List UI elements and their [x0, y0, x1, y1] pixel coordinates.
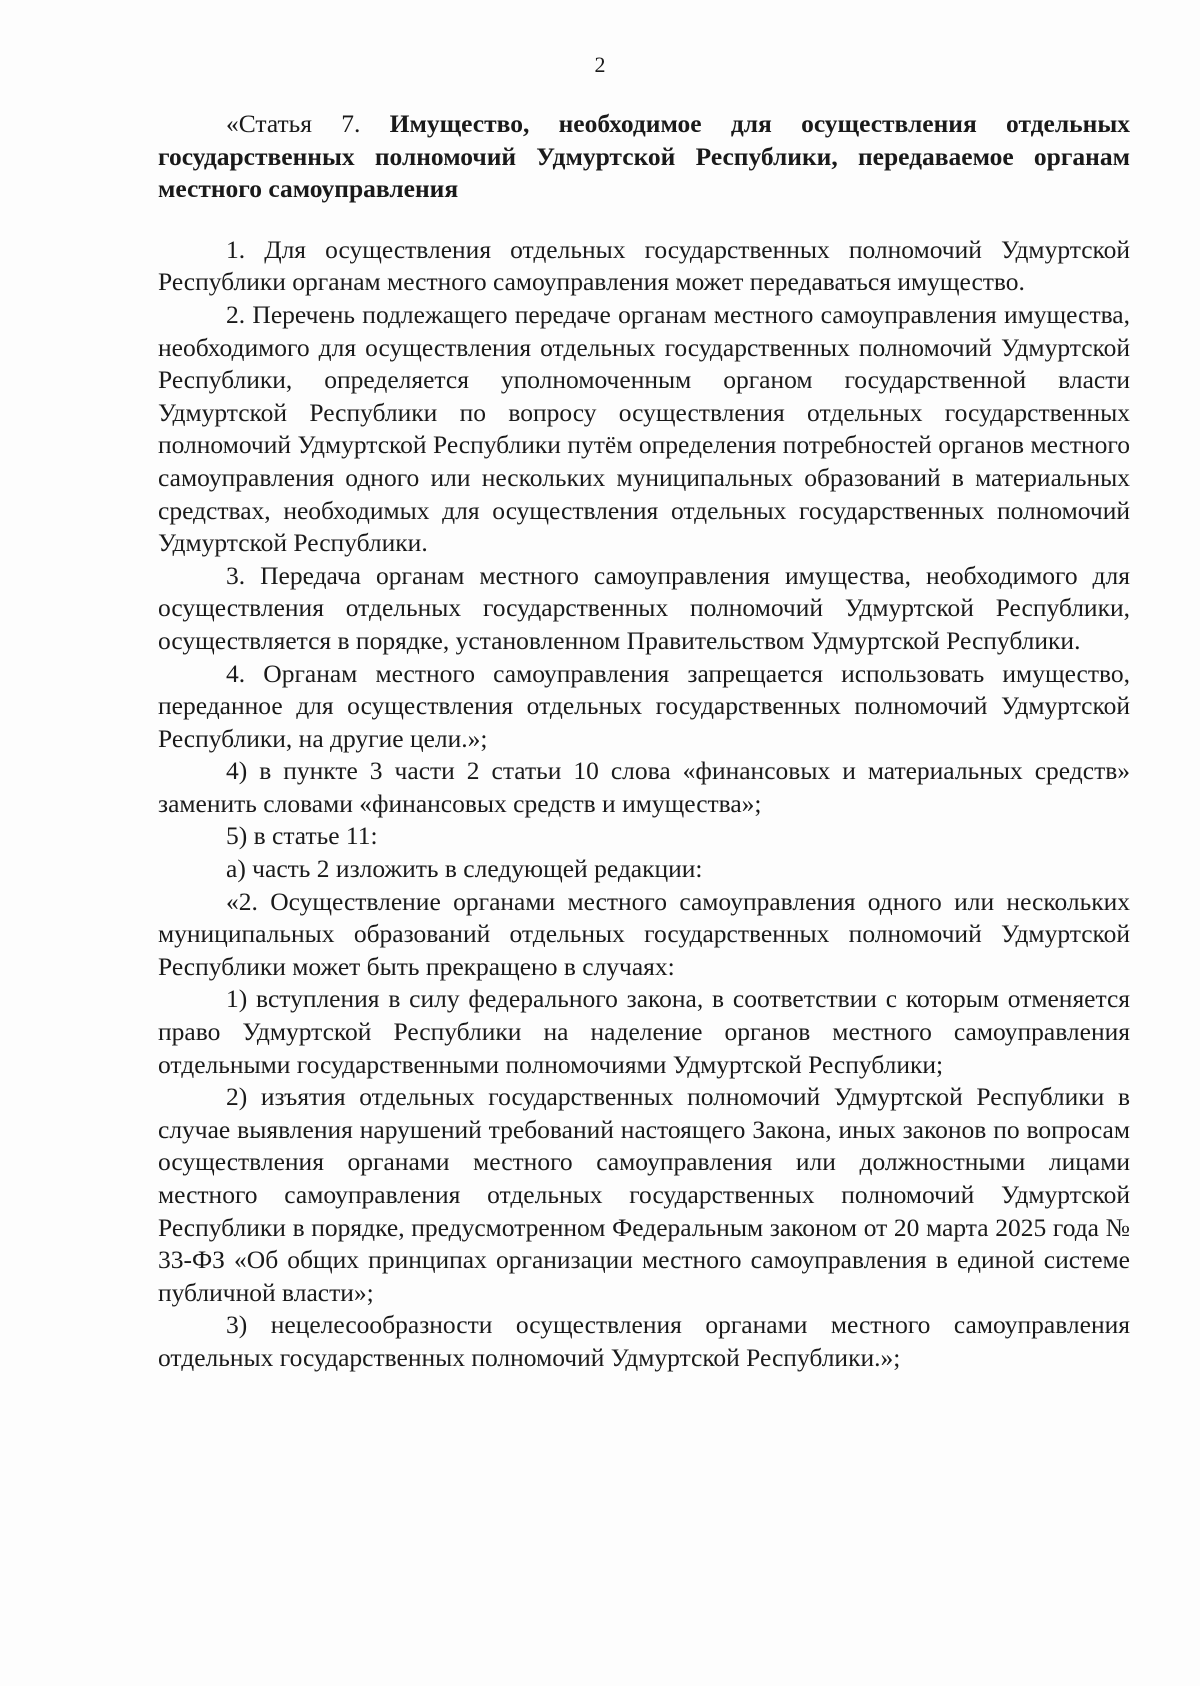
- paragraph-1: 1. Для осуществления отдельных государственных полномочий Удмуртской Республики органам местного самоуправления может передаваться имущество.: [158, 234, 1130, 297]
- amendment-item-5: 5) в статье 11:: [226, 821, 378, 851]
- page-number: 2: [594, 52, 606, 77]
- article-title: Имущество, необходимое для осуществления отдельных государственных полномочий Удмуртской Республики, передаваемое органам местного самоуправления: [158, 109, 1130, 204]
- case-2: 2) изъятия отдельных государственных полномочий Удмуртской Республики в случае выявления нарушений требований настоящего Закона, иных законов по вопросам осуществления органами местного самоуправления или должностными лицами местного самоуправления отдельных государственных полномочий Удмуртской Республики в порядке, предусмотренном Федеральным законом от 20 марта 2025 года № 33-ФЗ «Об общих принципах организации местного самоуправления в единой системе публичной власти»;: [158, 1082, 1130, 1307]
- paragraph-2: 2. Перечень подлежащего передаче органам местного самоуправления имущества, необходимого для осуществления отдельных государственных полномочий Удмуртской Республики, определяется уполномоченным органом государственной власти Удмуртской Республики по вопросу осуществления отдельных государственных полномочий Удмуртской Республики путём определения потребностей органов местного самоуправления одного или нескольких муниципальных образований в материальных средствах, необходимых для осуществления отдельных государственных полномочий Удмуртской Республики.: [158, 299, 1130, 558]
- case-1: 1) вступления в силу федерального закона, в соответствии с которым отменяется право Удмуртской Республики на наделение органов местного самоуправления отдельными государственными полномочиями Удмуртской Республики;: [158, 984, 1130, 1079]
- paragraph-4: 4. Органам местного самоуправления запрещается использовать имущество, переданное для осуществления отдельных государственных полномочий Удмуртской Республики, на другие цели.»;: [158, 658, 1130, 753]
- paragraph-3: 3. Передача органам местного самоуправления имущества, необходимого для осуществления отдельных государственных полномочий Удмуртской Республики, осуществляется в порядке, установленном Правительством Удмуртской Республики.: [158, 560, 1130, 655]
- amendment-subitem-a: а) часть 2 изложить в следующей редакции:: [226, 854, 703, 884]
- amendment-item-4: 4) в пункте 3 части 2 статьи 10 слова «финансовых и материальных средств» заменить словами «финансовых средств и имущества»;: [158, 756, 1130, 818]
- case-3: 3) нецелесообразности осуществления органами местного самоуправления отдельных государственных полномочий Удмуртской Республики.»;: [158, 1310, 1130, 1372]
- document-body: [158, 108, 1130, 1375]
- new-part-2-intro: «2. Осуществление органами местного самоуправления одного или нескольких муниципальных образований отдельных государственных полномочий Удмуртской Республики может быть прекращено в случаях:: [158, 886, 1130, 981]
- article-heading: [158, 108, 1130, 206]
- article-prefix: «Статья 7.: [226, 109, 361, 138]
